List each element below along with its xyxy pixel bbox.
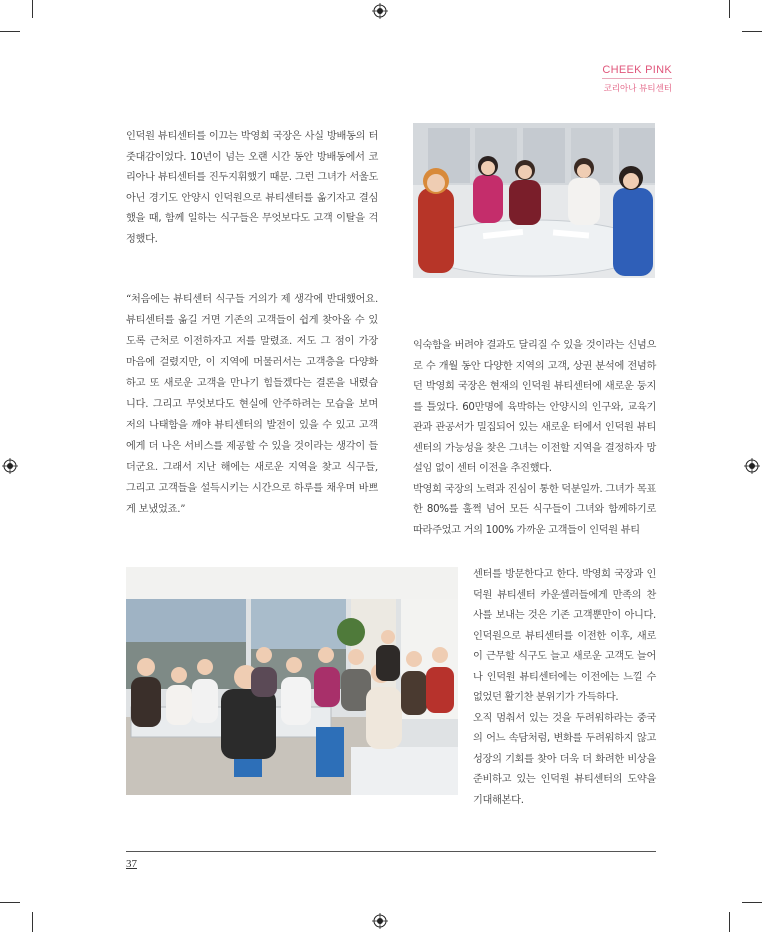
section-header <box>602 64 672 94</box>
body-paragraph-2: 익숙함을 버려야 결과도 달리질 수 있을 것이라는 신념으로 수 개월 동안 다양한 지역의 고객, 상권 분석에 전념하던 박영희 국장은 현재의 인덕원 뷰티센터에 새로운 둥지를 틀었다. 60만명에 육박하는 안양시의 인구와, 교육기관과 관공서가 밀집되어 있는 새로운 터에서 인덕원 뷰티센터의 가능성을 찾은 그녀는 이전할 지역을 결정하자 망설임 없이 센터 이전을 추진했다. 박영희 국장의 노력과 진심이 통한 덕분일까. 그녀가 목표한 80%를 훌쩍 넘어 모든 식구들이 그녀와 함께하기로 따라주었고 거의 100% 가까운 고객들이 인덕원 뷰티 <box>413 336 656 541</box>
registration-mark-left-icon <box>2 458 18 474</box>
body-paragraph-5: 오직 멈춰서 있는 것을 두려워하라는 중국의 어느 속담처럼, 변화를 두려워하지 않고 성장의 기회를 찾아 더욱 더 화려한 비상을 준비하고 있는 인덕원 뷰티센터의 도약을 기대해본다. <box>473 712 656 806</box>
registration-mark-top-icon <box>372 3 388 19</box>
crop-mark-tl-v <box>32 0 33 18</box>
registration-mark-right-icon <box>744 458 760 474</box>
crop-mark-tl-h <box>0 31 20 32</box>
body-paragraph-1: 인덕원 뷰티센터를 이끄는 박영희 국장은 사실 방배동의 터줏대감이었다. 10년이 넘는 오랜 시간 동안 방배동에서 코리아나 뷰티센터를 진두지휘했기 때문. 그런 그녀가 서울도 아닌 경기도 안양시 인덕원으로 뷰티센터를 옮기자고 결심했을 때, 함께 일하는 식구들은 무엇보다도 고객 이탈을 걱정했다. <box>126 131 378 245</box>
footer-rule <box>126 851 656 852</box>
crop-mark-bl-v <box>32 912 33 932</box>
section-subtitle: 코리아나 뷰티센터 <box>602 78 672 94</box>
photo-group-office <box>126 567 458 795</box>
crop-mark-bl-h <box>0 902 20 903</box>
crop-mark-tr-v <box>729 0 730 18</box>
quote-paragraph: “처음에는 뷰티센터 식구들 거의가 제 생각에 반대했어요. 뷰티센터를 옮길 거면 기존의 고객들이 쉽게 찾아올 수 있도록 근처로 이전하자고 저를 말렸죠. 저도 그 점이 가장 마음에 걸렸지만, 이 지역에 머물러서는 고객층을 다양화하고 또 새로운 고객을 만나기 힘들겠다는 결론을 내렸습니다. 그리고 무엇보다도 현실에 안주하려는 모습을 보며 저의 나태함을 깨야 뷰티센터의 발전이 있을 수 있고 고객에게 더 나은 서비스를 제공할 수 있을 것이라는 생각이 들더군요. 그래서 지난 해에는 새로운 지역을 찾고 식구들, 그리고 고객들을 설득시키는 시간으로 하루를 채우며 바쁘게 보냈었죠.” <box>126 294 378 515</box>
section-title: CHEEK PINK <box>602 64 672 76</box>
photo-team-at-table <box>413 123 655 278</box>
page-number: 37 <box>126 858 137 870</box>
body-paragraph-4: 센터를 방문한다고 한다. 박영희 국장과 인덕원 뷰티센터 카운셀러들에게 만족의 찬사를 보내는 것은 기존 고객뿐만이 아니다. 인덕원으로 뷰티센터를 이전한 이후, 새로이 근무할 식구도 늘고 새로운 고객도 늘어나 인덕원 뷰티센터에는 이전에는 느낄 수 없었던 활기찬 분위기가 가득하다. 오직 멈춰서 있는 것을 두려워하라는 중국의 어느 속담처럼, 변화를 두려워하지 않고 성장의 기회를 찾아 더욱 더 화려한 비상을 준비하고 있는 인덕원 뷰티센터의 도약을 기대해본다. <box>473 565 656 811</box>
crop-mark-tr-h <box>742 31 762 32</box>
crop-mark-br-h <box>742 902 762 903</box>
registration-mark-bottom-icon <box>372 913 388 929</box>
crop-mark-br-v <box>729 912 730 932</box>
body-paragraph-3: 박영희 국장의 노력과 진심이 통한 덕분일까. 그녀가 목표한 80%를 훌쩍 넘어 모든 식구들이 그녀와 함께하기로 따라주었고 거의 100% 가까운 고객들이 인덕원 뷰티 <box>413 483 656 536</box>
